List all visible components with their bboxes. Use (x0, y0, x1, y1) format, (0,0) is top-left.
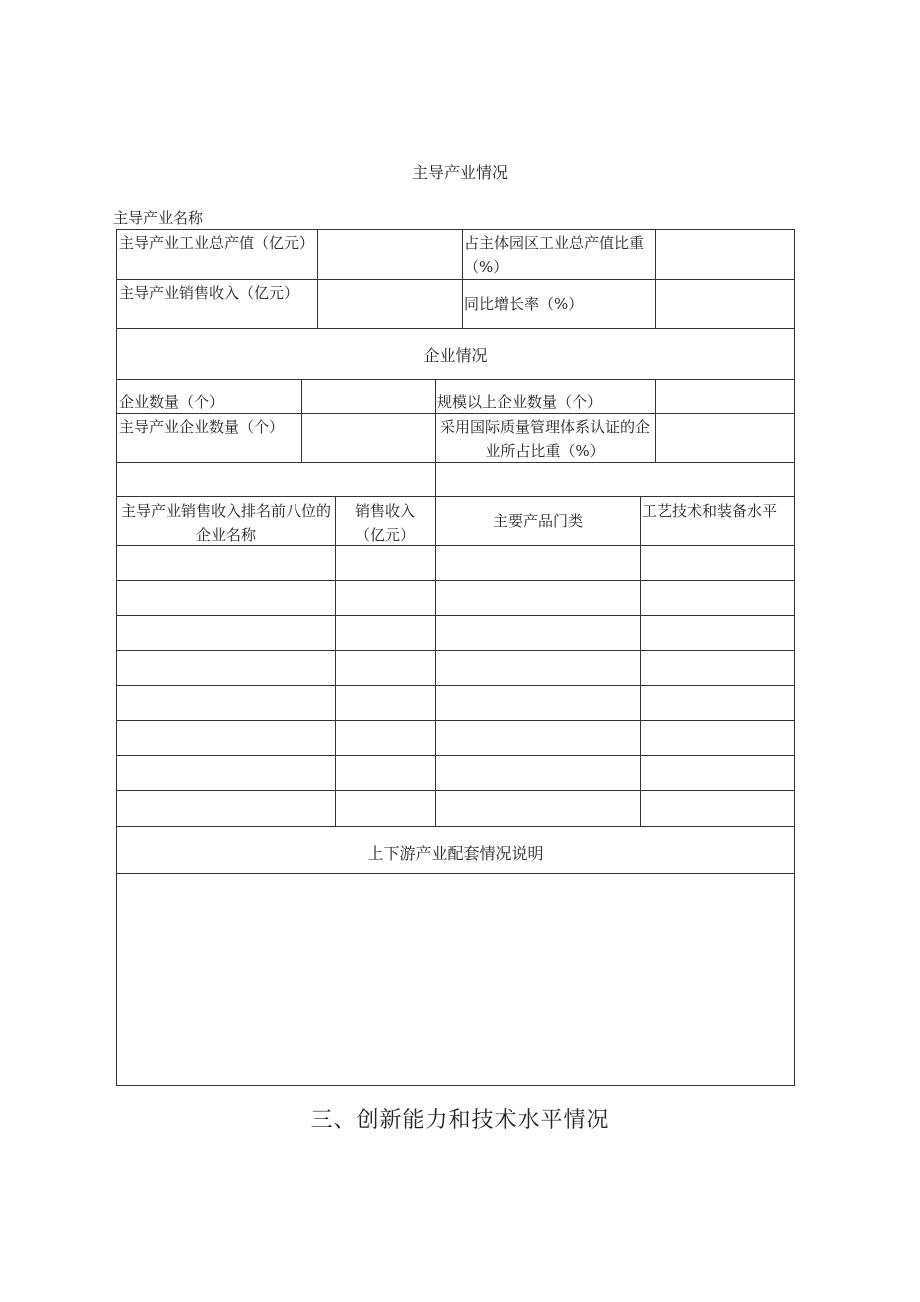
yoy-growth-label: 同比增长率（%） (464, 295, 584, 313)
top-enterprises-header: 主导产业销售收入排名前八位的企业名称 (120, 502, 331, 544)
output-value-label: 主导产业工业总产值（亿元） (119, 234, 315, 252)
section-heading: 三、创新能力和技术水平情况 (310, 1108, 610, 1133)
leading-enterprise-count-label: 主导产业企业数量（个） (119, 418, 285, 436)
industry-name-label: 主导产业名称 (113, 209, 204, 227)
enterprise-section-title: 企业情况 (423, 346, 488, 365)
page-title: 主导产业情况 (411, 163, 508, 182)
main-products-header: 主要产品门类 (492, 512, 583, 530)
technology-level-header: 工艺技术和装备水平 (642, 502, 778, 520)
sales-revenue-label: 主导产业销售收入（亿元） (119, 284, 300, 302)
sales-revenue-header: 销售收入（亿元） (354, 502, 415, 544)
upstream-section-title: 上下游产业配套情况说明 (367, 844, 544, 863)
industry-form-table (116, 229, 795, 1086)
output-share-label: 占主体园区工业总产值比重（%） (464, 234, 645, 276)
enterprise-count-label: 企业数量（个） (119, 393, 225, 411)
iso-share-label: 采用国际质量管理体系认证的企业所占比重（%） (439, 418, 650, 460)
above-scale-count-label: 规模以上企业数量（个） (437, 393, 603, 411)
upstream-description-area (117, 874, 794, 1084)
